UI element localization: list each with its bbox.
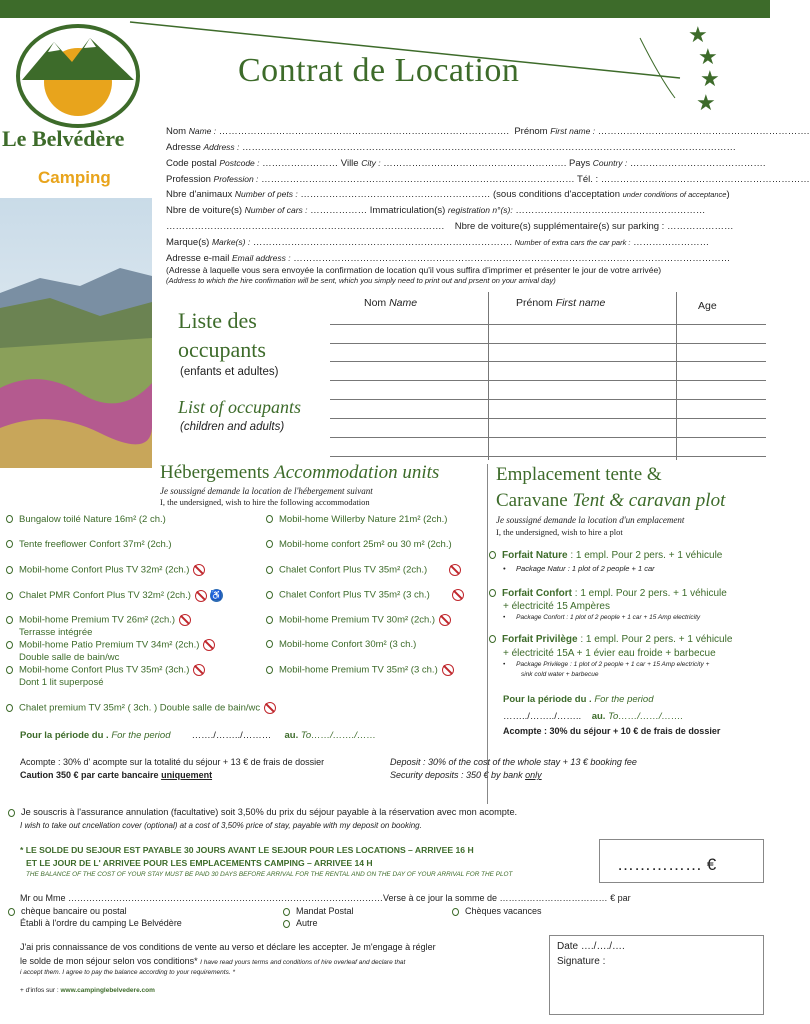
no-pets-icon [193, 664, 205, 676]
brand-subtitle: Camping [38, 168, 111, 187]
option-mh-willerby[interactable]: Mobil-home Willerby Nature 21m² (2ch.) [266, 514, 447, 525]
no-pets-icon [452, 589, 464, 601]
balance-rule-en: THE BALANCE OF THE COST OF YOUR STAY MUST BE PAID 30 DAYS BEFORE ARRIVAL FOR THE RENTAL AND ON THE DAY OF YOUR ARRIVAL FOR THE PLOT [26, 871, 513, 878]
option-cheque[interactable]: chèque bancaire ou postal [8, 906, 127, 916]
landscape-photo [0, 198, 152, 468]
radio-circle-icon[interactable] [6, 592, 13, 600]
section-divider [487, 464, 488, 804]
star-icon: ★ [696, 90, 716, 115]
infos-line: + d'infos sur : www.campinglebelvedere.com [20, 987, 155, 994]
field-extra-cars[interactable]: ……………………………………………………………………………. Nbre de voiture(s) supplémentaire(s) sur parking : ………………… [166, 221, 734, 232]
accommodation-intro-fr: Je soussigné demande la location de l'hébergement suivant [160, 486, 373, 496]
option-forfait-privilege[interactable]: Forfait Privilège : 1 empl. Pour 2 pers. + 1 véhicule [489, 634, 732, 645]
header-bar [0, 0, 770, 18]
occupants-title-fr-2: occupants [178, 337, 266, 362]
radio-circle-icon[interactable] [266, 540, 273, 548]
no-pets-icon [264, 702, 276, 714]
conditions-en-2: i accept them. I agree to pay the balance according to your requirements. * [20, 969, 235, 976]
plot-title-2: Caravane Tent & caravan plot [496, 490, 726, 511]
radio-circle-icon[interactable] [266, 566, 273, 574]
accommodation-title: Hébergements Accommodation units [160, 462, 440, 483]
occupants-sub-en: (children and adults) [180, 421, 285, 433]
option-chalet-confort-plus-2ch[interactable]: Chalet Confort Plus TV 35m² (2ch.) [266, 564, 461, 576]
option-note: Terrasse intégrée [19, 627, 93, 638]
payer-line[interactable]: Mr ou Mme ……………………………………………………………………………………………Verse à ce jour la somme de ……………………………… € par [20, 893, 631, 903]
occupant-row[interactable] [330, 418, 766, 419]
no-pets-icon [195, 590, 207, 602]
radio-circle-icon[interactable] [266, 591, 273, 599]
occupants-sub-fr: (enfants et adultes) [180, 366, 279, 378]
radio-circle-icon[interactable] [6, 616, 13, 624]
field-postcode-city-country[interactable]: Code postal Postcode : …………………… Ville City : …………………………………………………. Pays Country : ……………………………………. [166, 158, 766, 169]
option-mh-confort-plus-35[interactable]: Mobil-home Confort Plus TV 35m² (3ch.) [6, 664, 205, 676]
balance-rule-2: ET LE JOUR DE L' ARRIVEE POUR LES EMPLACEMENTS CAMPING – ARRIVEE 14 H [26, 858, 373, 868]
accommodation-intro-en: I, the undersigned, wish to hire the following accommodation [160, 497, 370, 507]
col-header-prenom: Prénom First name [516, 297, 606, 309]
date-field[interactable]: Date …./…./…. [557, 941, 625, 952]
col-header-age: Age [698, 300, 717, 312]
field-car-brand[interactable]: Marque(s) Marke(s) : ………………………………………………………………………. Number of extra cars the car park : …………………… [166, 237, 710, 248]
radio-circle-icon[interactable] [6, 515, 13, 523]
radio-circle-icon[interactable] [283, 920, 290, 928]
deposit-en: Deposit : 30% of the cost of the whole stay + 13 € booking fee [390, 757, 637, 767]
amount-field[interactable]: …………… € [617, 855, 717, 874]
option-mh-premium-35[interactable]: Mobil-home Premium TV 35m² (3 ch.) [266, 664, 454, 676]
insurance-option[interactable]: Je souscris à l'assurance annulation (facultative) soit 3,50% du prix du séjour payable à la réservation avec mon acompte. [8, 807, 517, 817]
forfait-confort-en: • Package Confort : 1 plot of 2 people + 1 car + 15 Amp electricity [503, 614, 701, 621]
option-mh-premium-30[interactable]: Mobil-home Premium TV 30m² (2ch.) [266, 614, 451, 626]
field-address[interactable]: Adresse Address : ………………………………………………………………………………………………………………………………………… [166, 142, 737, 153]
radio-circle-icon[interactable] [6, 666, 13, 674]
forfait-nature-en: • Package Natur : 1 plot of 2 people + 1 car [503, 564, 655, 573]
option-note: Double salle de bain/wc [19, 652, 120, 663]
security-en: Security deposits : 350 € by bank only [390, 770, 542, 780]
option-note: Dont 1 lit superposé [19, 677, 104, 688]
no-pets-icon [439, 614, 451, 626]
plot-period-dates[interactable]: ……../……../…….. au. To……/……/……. [503, 711, 684, 722]
insurance-en: I wish to take out cncellation cover (optional) at a cost of 3,50% price of stay, payable with my deposit on booking. [20, 821, 422, 830]
radio-circle-icon[interactable] [489, 589, 496, 597]
radio-circle-icon[interactable] [8, 908, 15, 916]
table-divider [488, 292, 489, 460]
option-autre[interactable]: Autre [283, 918, 318, 928]
wheelchair-icon: ♿ [210, 590, 223, 600]
occupant-row[interactable] [330, 456, 766, 457]
brand-name: Le Belvédère [2, 126, 125, 151]
occupant-row[interactable] [330, 361, 766, 362]
radio-circle-icon[interactable] [283, 908, 290, 916]
radio-circle-icon[interactable] [6, 566, 13, 574]
occupant-row[interactable] [330, 380, 766, 381]
option-mh-confort-plus-32[interactable]: Mobil-home Confort Plus TV 32m² (2ch.) [6, 564, 205, 576]
plot-acompte: Acompte : 30% du séjour + 10 € de frais de dossier [503, 726, 721, 736]
occupants-title-en: List of occupants [178, 397, 302, 417]
radio-circle-icon[interactable] [6, 540, 13, 548]
option-forfait-nature[interactable]: Forfait Nature : 1 empl. Pour 2 pers. + 1 véhicule [489, 550, 722, 561]
option-chalet-pmr[interactable]: Chalet PMR Confort Plus TV 32m² (2ch.) ♿ [6, 589, 223, 602]
option-mh-patio-premium[interactable]: Mobil-home Patio Premium TV 34m² (2ch.) [6, 639, 215, 651]
caution-text: Caution 350 € par carte bancaire uniquement [20, 770, 213, 780]
no-pets-icon [203, 639, 215, 651]
field-email[interactable]: Adresse e-mail Email address : ………………………………………………………………………………………………………………………… [166, 253, 731, 264]
radio-circle-icon[interactable] [266, 515, 273, 523]
radio-circle-icon[interactable] [8, 809, 15, 817]
accommodation-period[interactable]: Pour la période du . For the period ……./……../……… au. To……/……./…… [20, 730, 377, 741]
page-title: Contrat de Location [238, 52, 520, 89]
occupant-row[interactable] [330, 324, 766, 325]
option-forfait-confort[interactable]: Forfait Confort : 1 empl. Pour 2 pers. + 1 véhicule [489, 588, 727, 599]
field-name[interactable]: Nom Name : ………………………………………….……………………………………. Prénom First name : …………………………………………………………. [166, 126, 810, 137]
balance-rule-1: * LE SOLDE DU SEJOUR EST PAYABLE 30 JOURS AVANT LE SEJOUR POUR LES LOCATIONS – ARRIVEE 16 H [20, 845, 474, 855]
cheque-order: Établi à l'ordre du camping Le Belvédère [20, 918, 182, 928]
plot-intro-en: I, the undersigned, wish to hire a plot [496, 527, 623, 537]
radio-circle-icon[interactable] [489, 635, 496, 643]
radio-circle-icon[interactable] [489, 551, 496, 559]
option-bungalow[interactable]: Bungalow toilé Nature 16m² (2 ch.) [6, 514, 166, 525]
no-pets-icon [179, 614, 191, 626]
no-pets-icon [442, 664, 454, 676]
conditions-text-1: J'ai pris connaissance de vos conditions de vente au verso et déclare les accepter. Je m'engage à régler [20, 942, 436, 952]
field-profession-tel[interactable]: Profession Profession : ……………………………………………………………………………………… Tél. : ………………………………………………………… [166, 174, 810, 185]
radio-circle-icon[interactable] [266, 616, 273, 624]
occupant-row[interactable] [330, 437, 766, 438]
occupants-title-fr: Liste des [178, 308, 257, 333]
acompte-text: Acompte : 30% d' acompte sur la totalité du séjour + 13 € de frais de dossier [20, 757, 325, 767]
no-pets-icon [449, 564, 461, 576]
radio-circle-icon[interactable] [6, 641, 13, 649]
plot-title: Emplacement tente & [496, 464, 662, 485]
option-mh-confort-25-30[interactable]: Mobil-home confort 25m² ou 30 m² (2ch.) [266, 539, 452, 550]
plot-period[interactable]: Pour la période du . For the period [503, 694, 654, 705]
email-note-en: (Address to which the hire confirmation will be sent, which you simply need to print out and prsent on your arrival day) [166, 276, 556, 285]
radio-circle-icon[interactable] [452, 908, 459, 916]
forfait-confort-line2: + électricité 15 Ampères [503, 601, 610, 612]
option-mh-confort-30-3ch[interactable]: Mobil-home Confort 30m² (3 ch.) [266, 639, 416, 650]
forfait-privilege-en: • Package Privilege : 1 plot of 2 people + 1 car + 15 Amp electricity + [503, 661, 710, 668]
option-mh-premium-26[interactable]: Mobil-home Premium TV 26m² (2ch.) [6, 614, 191, 626]
star-icon: ★ [688, 22, 708, 47]
email-note: (Adresse à laquelle vous sera envoyée la confirmation de location qu'il vous suffira d'imprimer et présenter le jour de votre arrivée) [166, 265, 662, 275]
plot-intro-fr: Je soussigné demande la location d'un emplacement [496, 515, 685, 525]
col-header-nom: Nom Name [364, 297, 418, 309]
radio-circle-icon[interactable] [266, 640, 273, 648]
conditions-text-2: le solde de mon séjour selon vos conditions* I have read yours terms and conditions of hire overleaf and declare that [20, 956, 406, 966]
field-cars[interactable]: Nbre de voiture(s) Number of cars : ……………… Immatriculation(s) registration n°(s): …………………………………………………… [166, 205, 706, 216]
radio-circle-icon[interactable] [266, 666, 273, 674]
forfait-privilege-en-2: sink cold water + barbecue [521, 671, 599, 678]
option-cheques-vacances[interactable]: Chèques vacances [452, 906, 542, 916]
option-chalet-premium[interactable]: Chalet premium TV 35m² ( 3ch. ) Double salle de bain/wc [6, 702, 276, 714]
signature-field[interactable]: Signature : [557, 956, 606, 967]
field-pets[interactable]: Nbre d'animaux Number of pets : …………………………………………………… (sous conditions d'acceptation under conditions of acceptance) [166, 189, 730, 200]
star-icon: ★ [700, 66, 720, 91]
option-chalet-confort-plus-3ch[interactable]: Chalet Confort Plus TV 35m² (3 ch.) [266, 589, 464, 601]
option-mandat[interactable]: Mandat Postal [283, 906, 354, 916]
radio-circle-icon[interactable] [6, 704, 13, 712]
table-divider [676, 292, 677, 460]
no-pets-icon [193, 564, 205, 576]
occupant-row[interactable] [330, 399, 766, 400]
option-tente-freeflower[interactable]: Tente freeflower Confort 37m² (2ch.) [6, 539, 172, 550]
website-link[interactable]: www.campinglebelvedere.com [60, 987, 155, 994]
forfait-privilege-line2: + électricité 15A + 1 évier eau froide + barbecue [503, 648, 716, 659]
occupant-row[interactable] [330, 343, 766, 344]
star-icon: ★ [698, 44, 718, 69]
